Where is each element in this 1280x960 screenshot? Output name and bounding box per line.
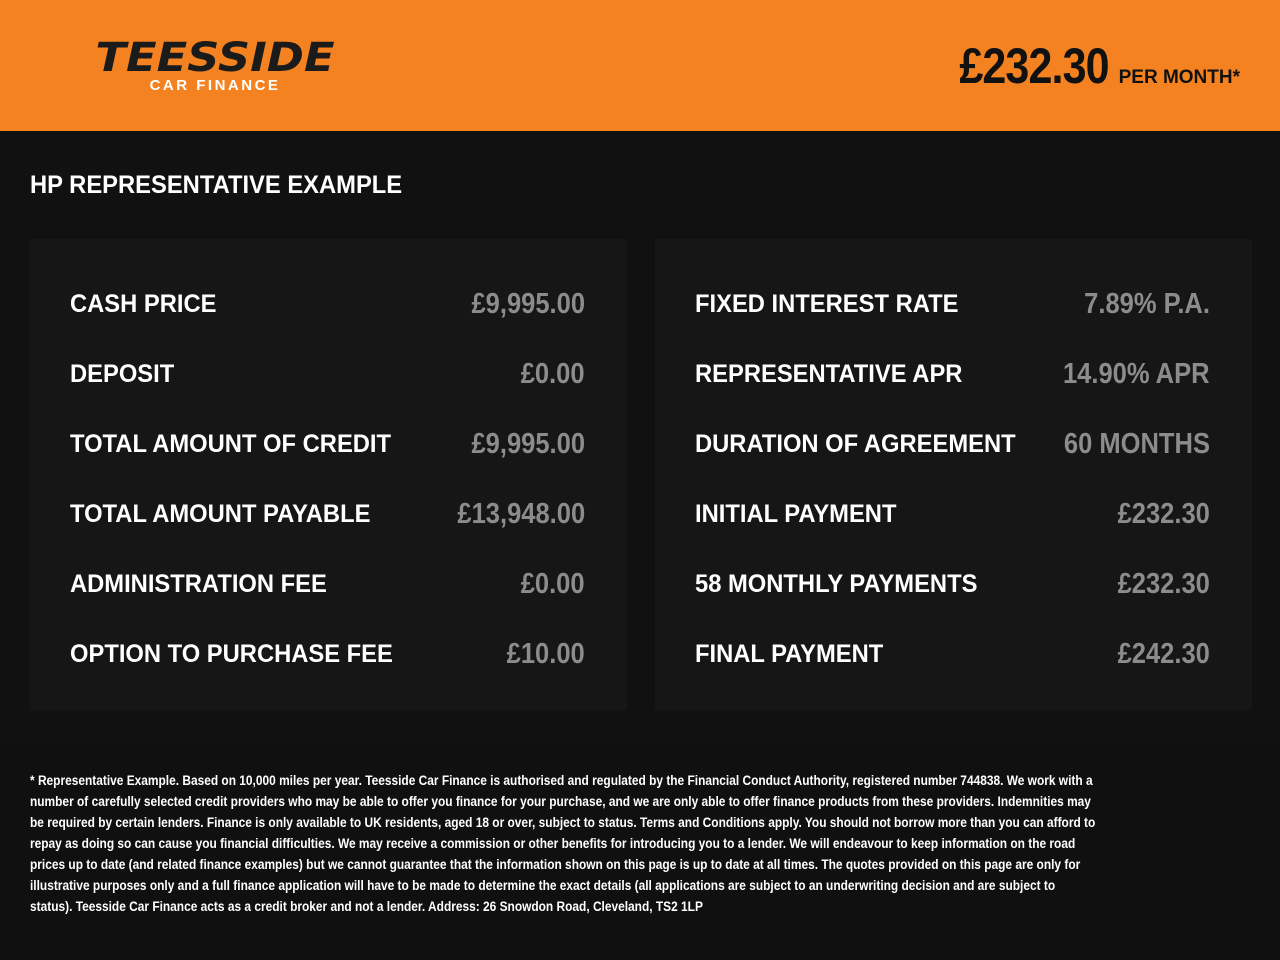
row-representative-apr: [695, 354, 1210, 394]
section-title: HP REPRESENTATIVE EXAMPLE: [30, 171, 403, 199]
row-label: ADMINISTRATION FEE: [70, 569, 327, 598]
row-value: 60 MONTHS: [1063, 427, 1210, 460]
row-value: £9,995.00: [471, 427, 585, 460]
finance-details-panel-left: [30, 239, 627, 710]
row-fixed-interest-rate: [695, 284, 1210, 324]
row-label: REPRESENTATIVE APR: [695, 359, 963, 388]
row-initial-payment: [695, 494, 1210, 534]
row-value: 14.90% APR: [1063, 357, 1210, 390]
row-final-payment: [695, 634, 1210, 674]
row-duration-of-agreement: [695, 424, 1210, 464]
row-value: £9,995.00: [471, 287, 585, 320]
row-label: OPTION TO PURCHASE FEE: [70, 639, 393, 668]
row-label: 58 MONTHLY PAYMENTS: [695, 569, 978, 598]
finance-details-panel-right: [655, 239, 1252, 710]
row-label: TOTAL AMOUNT PAYABLE: [70, 499, 371, 528]
row-value: £13,948.00: [457, 497, 585, 530]
row-label: TOTAL AMOUNT OF CREDIT: [70, 429, 392, 458]
row-label: DURATION OF AGREEMENT: [695, 429, 1016, 458]
row-value: £242.30: [1117, 637, 1210, 670]
row-value: 7.89% P.A.: [1084, 287, 1210, 320]
row-value: £10.00: [506, 637, 585, 670]
brand-logo: [84, 35, 346, 94]
row-administration-fee: [70, 564, 585, 604]
per-month-label: PER MONTH*: [1118, 67, 1240, 88]
row-total-amount-of-credit: [70, 424, 585, 464]
monthly-price: £232.30: [959, 38, 1109, 94]
header-bar: [0, 0, 1280, 131]
monthly-price-block: [935, 38, 1240, 94]
row-value: £0.00: [521, 567, 585, 600]
row-total-amount-payable: [70, 494, 585, 534]
logo-wordmark: TEESSIDE: [95, 35, 335, 81]
disclaimer-text: * Representative Example. Based on 10,000 miles per year. Teesside Car Finance is authorised and regulated by the Financial Conduct Authority, registered number 744838. We work with a number of carefully selected credit providers who may be able to offer you finance for your purchase, and we are only able to offer finance products from these providers. Indemnities may be required by certain lenders. Finance is only available to UK residents, aged 18 or over, subject to status. Terms and Conditions apply. You should not borrow more than you can afford to repay as doing so can cause you financial difficulties. We may receive a commission or other benefits for introducing you to a lender. We will endeavour to keep information on the road prices up to date (and related finance examples) but we cannot guarantee that the information shown on this page is up to date at all times. The quotes provided on this page are only for illustrative purposes only and a full finance application will have to be made to determine the exact details (all applications are subject to an underwriting decision and are subject to status). Teesside Car Finance acts as a credit broker and not a lender. Address: 26 Snowdon Road, Cleveland, TS2 1LP: [30, 773, 1096, 914]
row-label: FINAL PAYMENT: [695, 639, 884, 668]
row-label: DEPOSIT: [70, 359, 175, 388]
row-label: CASH PRICE: [70, 289, 217, 318]
row-value: £232.30: [1117, 567, 1210, 600]
row-value: £0.00: [521, 357, 585, 390]
row-deposit: [70, 354, 585, 394]
row-option-to-purchase-fee: [70, 634, 585, 674]
row-value: £232.30: [1117, 497, 1210, 530]
row-monthly-payments: [695, 564, 1210, 604]
logo-tagline: CAR FINANCE: [149, 77, 281, 94]
row-label: INITIAL PAYMENT: [695, 499, 897, 528]
row-label: FIXED INTEREST RATE: [695, 289, 959, 318]
row-cash-price: [70, 284, 585, 324]
